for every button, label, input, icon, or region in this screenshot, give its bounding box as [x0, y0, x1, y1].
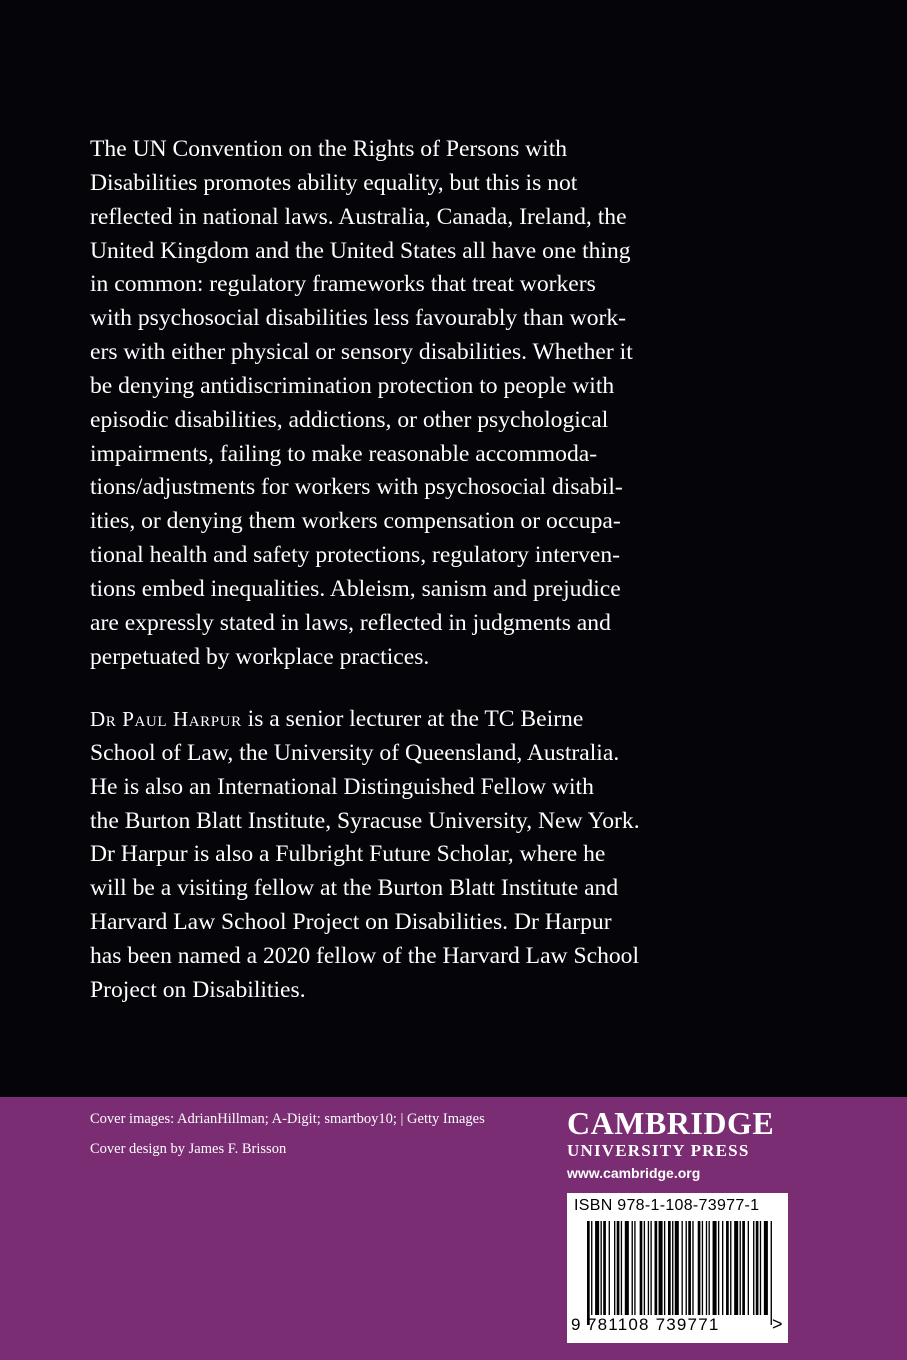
author-name: Dr Paul Harpur	[90, 707, 242, 731]
barcode-bar	[692, 1221, 693, 1315]
barcode-bar	[748, 1221, 749, 1315]
blurb-line: be denying antidiscrimination protection to people with	[90, 372, 615, 399]
blurb-line: tions embed inequalities. Ableism, sanism and prejudice	[90, 575, 621, 602]
book-blurb	[90, 133, 850, 675]
barcode-bar	[675, 1221, 679, 1315]
bio-line: Harvard Law School Project on Disabilities. Dr Harpur	[90, 909, 612, 936]
barcode-bar	[617, 1221, 620, 1315]
barcode-bar	[625, 1221, 629, 1315]
barcode-bar	[609, 1221, 610, 1315]
blurb-line: perpetuated by workplace practices.	[90, 643, 430, 670]
barcode-bar	[668, 1221, 671, 1315]
isbn-label: ISBN 978-1-108-73977-1	[574, 1197, 760, 1214]
publisher-subtitle: UNIVERSITY PRESS	[567, 1141, 750, 1160]
cover-images-credit: Cover images: AdrianHillman; A-Digit; smartboy10; | Getty Images	[90, 1111, 485, 1127]
barcode-bar	[756, 1221, 759, 1315]
barcode-bar	[764, 1221, 768, 1315]
barcode-bar	[753, 1221, 754, 1315]
blurb-line: are expressly stated in laws, reflected in judgments and	[90, 609, 611, 636]
barcode-box	[567, 1193, 788, 1343]
barcode-bar	[632, 1221, 633, 1315]
barcode-bar	[706, 1221, 707, 1315]
barcode-bar	[591, 1221, 592, 1315]
barcode-bar	[644, 1221, 645, 1315]
barcode-bar	[730, 1221, 731, 1315]
blurb-line: United Kingdom and the United States all have one thing	[90, 237, 631, 264]
barcode-digits: 781108 739771	[587, 1315, 720, 1334]
publisher-url: www.cambridge.org	[567, 1165, 701, 1181]
bio-line: He is also an International Distinguished Fellow with	[90, 773, 594, 800]
barcode-bar	[709, 1221, 710, 1315]
barcode-bar	[760, 1221, 761, 1315]
blurb-line: episodic disabilities, addictions, or other psychological	[90, 406, 609, 433]
bio-line: Dr Harpur is also a Fulbright Future Scholar, where he	[90, 841, 606, 868]
blurb-line: tions/adjustments for workers with psychosocial disabil-	[90, 474, 623, 501]
barcode-bar	[718, 1221, 719, 1315]
blurb-line: reflected in national laws. Australia, Canada, Ireland, the	[90, 203, 627, 230]
barcode-bar	[601, 1221, 602, 1315]
barcode-bar	[740, 1221, 741, 1315]
barcode-bar	[713, 1221, 717, 1315]
barcode-bar	[664, 1221, 665, 1315]
barcode-bar	[614, 1221, 615, 1315]
barcode-bar	[688, 1221, 691, 1315]
author-bio	[90, 703, 850, 1008]
blurb-line: Disabilities promotes ability equality, but this is not	[90, 169, 578, 196]
blurb-line: The UN Convention on the Rights of Persons with	[90, 136, 568, 162]
publisher-name: CAMBRIDGE	[567, 1105, 775, 1141]
barcode-bar	[655, 1221, 658, 1315]
barcode-first-digit: 9	[571, 1315, 581, 1334]
barcode-bar	[771, 1221, 772, 1325]
barcode-bar	[672, 1221, 673, 1315]
bio-line: Project on Disabilities.	[90, 976, 306, 1003]
bio-line: the Burton Blatt Institute, Syracuse University, New York.	[90, 807, 640, 834]
barcode-bar	[698, 1221, 701, 1315]
barcode-bar	[595, 1221, 599, 1315]
barcode-bar	[682, 1221, 683, 1315]
barcode-bar	[640, 1221, 643, 1315]
barcode-bar	[634, 1221, 635, 1315]
barcode-bar	[603, 1221, 606, 1315]
barcode-bar	[621, 1221, 622, 1315]
barcode-bar	[734, 1221, 738, 1315]
barcode-bar	[587, 1221, 590, 1325]
blurb-line: impairments, failing to make reasonable accommoda-	[90, 440, 598, 467]
barcode-bar	[726, 1221, 729, 1315]
bio-first-line	[90, 703, 850, 737]
barcode-bar	[702, 1221, 703, 1315]
barcode-bar	[648, 1221, 649, 1315]
publisher-logo	[567, 1105, 807, 1183]
blurb-line: ities, or denying them workers compensation or occupa-	[90, 508, 621, 535]
barcode-bar	[659, 1221, 663, 1315]
barcode-bar	[650, 1221, 651, 1315]
bio-first-line-text: is a senior lecturer at the TC Beirne	[241, 706, 584, 732]
blurb-line: in common: regulatory frameworks that treat workers	[90, 271, 596, 298]
blurb-line: ers with either physical or sensory disabilities. Whether it	[90, 339, 633, 366]
bio-line: School of Law, the University of Queensland, Australia.	[90, 739, 620, 766]
barcode-bar	[686, 1221, 687, 1315]
barcode-chevron: >	[772, 1314, 783, 1334]
bio-line: will be a visiting fellow at the Burton Blatt Institute and	[90, 875, 619, 902]
cover-design-credit: Cover design by James F. Brisson	[90, 1141, 287, 1157]
blurb-line: tional health and safety protections, regulatory interven-	[90, 542, 621, 569]
bio-line: has been named a 2020 fellow of the Harvard Law School	[90, 942, 640, 969]
barcode-bar	[722, 1221, 723, 1315]
barcode-bar	[742, 1221, 745, 1315]
blurb-line: with psychosocial disabilities less favourably than work-	[90, 305, 626, 332]
